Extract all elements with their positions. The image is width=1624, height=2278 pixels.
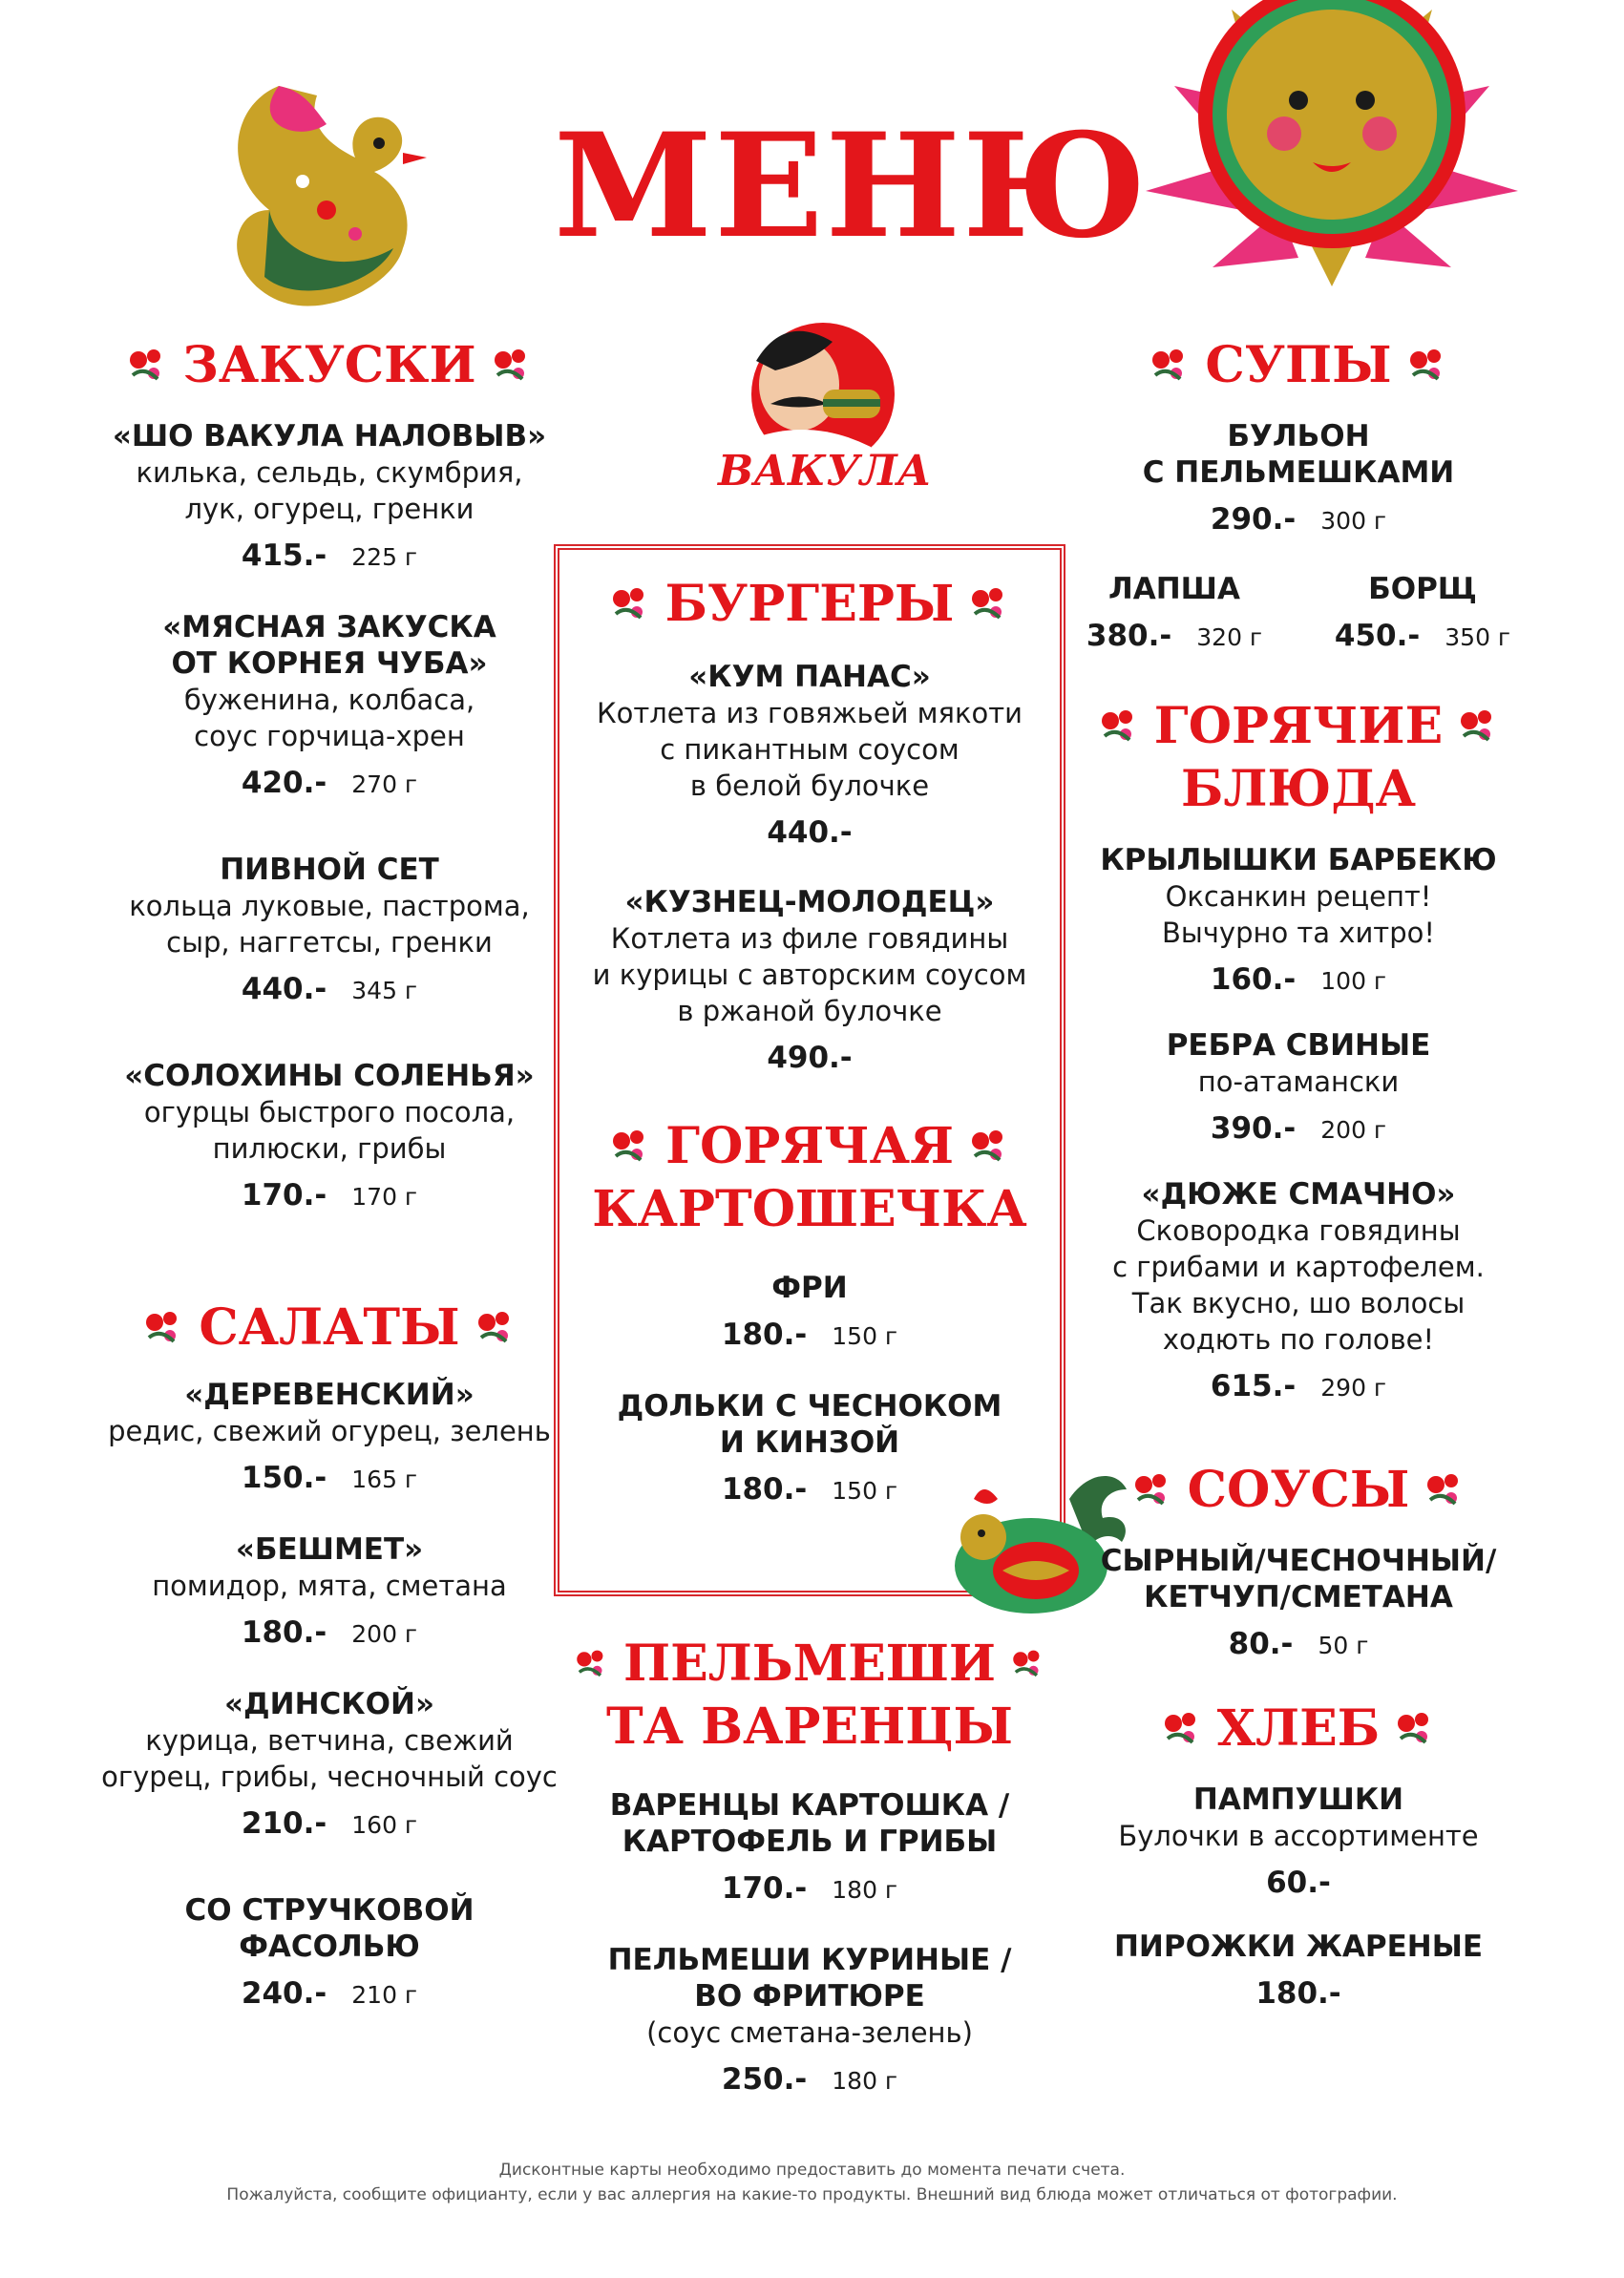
logo-text: ВАКУЛА [718,447,932,496]
flower-icon [608,1128,652,1166]
item-desc: буженина, колбаса, [183,684,475,716]
item-price: 440.- [241,972,327,1006]
menu-item [1060,418,1537,540]
item-name: ПАМПУШКИ [1192,1782,1404,1817]
section-title-pelmeni: ПЕЛЬМЕШИ [623,1635,996,1693]
flower-icon [967,1128,1011,1166]
item-price: 380.- [1086,619,1172,653]
section-title-potato-line2: КАРТОШЕЧКА [592,1180,1027,1238]
item-weight: 50 г [1318,1632,1369,1659]
menu-item [573,659,1046,852]
item-price: 490.- [767,1041,853,1075]
item-name: РЕБРА СВИНЫЕ [1166,1028,1431,1063]
item-desc: по-атамански [1197,1065,1400,1098]
section-header-pelmeni [573,1633,1046,1696]
item-desc: пилюски, грибы [212,1132,447,1165]
item-name-line2: ОТ КОРНЕЯ ЧУБА» [171,646,488,681]
item-price: 170.- [721,1871,808,1906]
item-name: СО СТРУЧКОВОЙ [184,1893,475,1928]
restaurant-logo [718,304,932,504]
item-name-line2: ВО ФРИТЮРЕ [694,1979,925,2014]
right-column [1060,334,1537,2013]
flower-icon [490,347,534,385]
item-name-line2: КЕТЧУП/СМЕТАНА [1144,1580,1453,1614]
item-weight: 165 г [351,1466,418,1493]
menu-item [573,884,1046,1077]
menu-item [86,1377,573,1499]
item-desc: с пикантным соусом [660,733,960,766]
item-desc: в ржаной булочке [677,995,942,1027]
item-price: 390.- [1210,1111,1297,1146]
section-header-zakuski [86,334,573,397]
flower-icon [1423,1471,1466,1509]
page-title: МЕНЮ [554,102,1149,270]
item-weight: 270 г [351,770,418,798]
sun-decoration [1117,0,1547,286]
item-price: 240.- [241,1976,327,2011]
menu-item [86,852,573,1010]
item-price: 80.- [1228,1627,1294,1661]
left-column [86,334,573,2014]
flower-icon [1456,707,1500,746]
item-weight: 170 г [351,1183,418,1211]
section-header-salaty [86,1297,573,1360]
item-desc: кольца луковые, пастрома, [129,890,530,922]
flower-icon [1405,347,1449,385]
flower-icon [1130,1471,1174,1509]
item-desc: килька, сельдь, скумбрия, [136,456,523,489]
menu-item [573,1270,1046,1356]
item-price: 180.- [1255,1976,1341,2011]
item-name: ПИРОЖКИ ЖАРЕНЫЕ [1113,1930,1484,1964]
item-name: «КУМ ПАНАС» [688,660,931,694]
item-name: СЫРНЫЙ/ЧЕСНОЧНЫЙ/ [1100,1544,1497,1578]
section-title-bread: ХЛЕБ [1216,1699,1381,1758]
menu-item [573,1942,1046,2100]
item-name-line2: С ПЕЛЬМЕШКАМИ [1142,455,1455,490]
flower-icon [1160,1710,1204,1748]
section-title-burgers: БУРГЕРЫ [664,575,955,633]
section-title-potato: ГОРЯЧАЯ [665,1117,954,1175]
item-desc: Оксанкин рецепт! [1165,880,1432,913]
item-weight: 345 г [351,977,418,1004]
menu-item [86,1892,573,2014]
item-name: БОРЩ [1368,572,1477,606]
item-weight: 350 г [1445,623,1511,651]
flower-icon [967,585,1011,623]
item-desc: Так вкусно, шо волосы [1131,1287,1466,1319]
item-name: ДОЛЬКИ С ЧЕСНОКОМ [617,1389,1002,1424]
logo-character-icon [718,304,909,466]
item-name: «МЯСНАЯ ЗАКУСКА [162,610,496,644]
item-name: «СОЛОХИНЫ СОЛЕНЬЯ» [124,1059,535,1093]
section-header-burgers [573,573,1046,636]
menu-item [1060,571,1289,657]
item-desc: огурцы быстрого посола, [143,1096,516,1128]
item-price: 440.- [767,815,853,850]
footer-note [0,2158,1624,2207]
menu-item [86,609,573,804]
menu-item [1060,1176,1537,1407]
item-name: «БЕШМЕТ» [235,1532,424,1567]
menu-item [573,1787,1046,1909]
item-desc: с грибами и картофелем. [1112,1251,1485,1283]
item-desc: Сковородка говядины [1136,1214,1461,1247]
section-title-soups: СУПЫ [1205,336,1392,394]
item-weight: 100 г [1320,967,1387,995]
item-desc: ходють по голове! [1162,1323,1435,1356]
item-price: 210.- [241,1806,327,1841]
menu-item [1308,571,1537,657]
item-desc: курица, ветчина, свежий [145,1724,514,1757]
flower-icon [573,1645,610,1683]
item-weight: 290 г [1320,1374,1387,1402]
section-header-hot [1060,695,1537,758]
item-price: 290.- [1210,502,1297,537]
item-price: 250.- [721,2062,808,2097]
menu-item [1060,1543,1537,1665]
section-title-hot: ГОРЯЧИЕ [1153,697,1444,755]
item-name: «ДЮЖЕ СМАЧНО» [1141,1177,1456,1212]
item-weight: 225 г [351,543,418,571]
center-bottom-column [573,1633,1046,2100]
item-desc: Булочки в ассортименте [1118,1820,1479,1852]
item-weight: 200 г [351,1620,418,1648]
item-weight: 200 г [1320,1116,1387,1144]
section-title-pelmeni-line2: ТА ВАРЕНЦЫ [605,1698,1014,1756]
menu-item [86,1058,573,1216]
item-name: «ДИНСКОЙ» [224,1687,434,1721]
section-title-salaty: САЛАТЫ [199,1298,460,1357]
flower-icon [1393,1710,1437,1748]
item-price: 615.- [1210,1369,1297,1403]
item-weight: 180 г [832,2067,898,2095]
item-name: «ШО ВАКУЛА НАЛОВЫВ» [112,419,547,453]
item-price: 60.- [1266,1866,1331,1900]
flower-icon [1097,707,1141,746]
item-price: 420.- [241,766,327,800]
menu-item [1060,1027,1537,1150]
item-weight: 320 г [1196,623,1263,651]
item-price: 150.- [241,1461,327,1495]
menu-item [1060,1929,1537,2013]
item-desc: Котлета из филе говядины [610,922,1009,955]
flower-icon [1148,347,1192,385]
item-desc: лук, огурец, гренки [184,493,475,525]
soups-row [1060,571,1537,657]
section-header-soups [1060,334,1537,397]
item-desc: Вычурно та хитро! [1162,917,1435,949]
item-desc: в белой булочке [689,770,930,802]
item-name: ПЕЛЬМЕШИ КУРИНЫЕ / [607,1943,1012,1977]
section-header-sauces [1060,1459,1537,1522]
item-name: ФРИ [771,1271,848,1305]
menu-item [1060,842,1537,1001]
menu-item [86,1686,573,1845]
item-weight: 150 г [832,1322,898,1350]
item-desc: (соус сметана-зелень) [646,2016,973,2049]
item-weight: 150 г [832,1477,898,1505]
item-desc: помидор, мята, сметана [152,1570,507,1602]
section-header-bread [1060,1698,1537,1761]
center-column [573,573,1046,1510]
item-price: 170.- [241,1178,327,1213]
item-name: «ДЕРЕВЕНСКИЙ» [184,1378,475,1412]
item-weight: 180 г [832,1876,898,1904]
item-name-line2: ФАСОЛЬЮ [239,1930,420,1964]
item-name: ВАРЕНЦЫ КАРТОШКА / [609,1788,1010,1823]
item-desc: и курицы с авторским соусом [592,959,1027,991]
menu-item [86,418,573,577]
item-price: 415.- [241,538,327,573]
flower-icon [474,1309,517,1347]
item-name-line2: КАРТОФЕЛЬ И ГРИБЫ [622,1825,998,1859]
flower-icon [125,347,169,385]
item-name-line2: И КИНЗОЙ [719,1425,900,1460]
flower-icon [1009,1645,1046,1683]
item-name: ПИВНОЙ СЕТ [220,853,439,887]
item-price: 180.- [721,1318,808,1352]
section-header-potato [573,1115,1046,1178]
item-desc: огурец, грибы, чесночный соус [101,1761,558,1793]
item-weight: 160 г [351,1811,418,1839]
menu-item [86,1531,573,1654]
item-name: «КУЗНЕЦ-МОЛОДЕЦ» [624,885,995,919]
item-desc: Котлета из говяжьей мякоти [597,697,1023,729]
item-price: 180.- [721,1472,808,1507]
footer-line-2: Пожалуйста, сообщите официанту, если у вас аллергия на какие-то продукты. Внешний вид блюда может отличаться от фотографии. [226,2185,1398,2204]
footer-line-1: Дисконтные карты необходимо предоставить до момента печати счета. [498,2161,1126,2180]
item-price: 160.- [1210,962,1297,997]
item-desc: сыр, наггетсы, гренки [166,926,493,959]
item-desc: соус горчица-хрен [194,720,465,752]
section-title-sauces: СОУСЫ [1187,1461,1410,1519]
item-name: КРЫЛЫШКИ БАРБЕКЮ [1100,843,1497,877]
item-name: ЛАПША [1108,572,1240,606]
flower-icon [141,1309,185,1347]
decorative-bird-left [212,67,432,315]
menu-item [1060,1782,1537,1902]
item-desc: редис, свежий огурец, зелень [108,1415,551,1447]
section-title-hot-line2: БЛЮДА [1181,760,1416,818]
item-price: 450.- [1334,619,1421,653]
section-title-zakuski: ЗАКУСКИ [182,336,476,394]
item-weight: 300 г [1320,507,1387,535]
item-name: БУЛЬОН [1227,419,1370,453]
flower-icon [608,585,652,623]
item-price: 180.- [241,1615,327,1650]
item-weight: 210 г [351,1981,418,2009]
